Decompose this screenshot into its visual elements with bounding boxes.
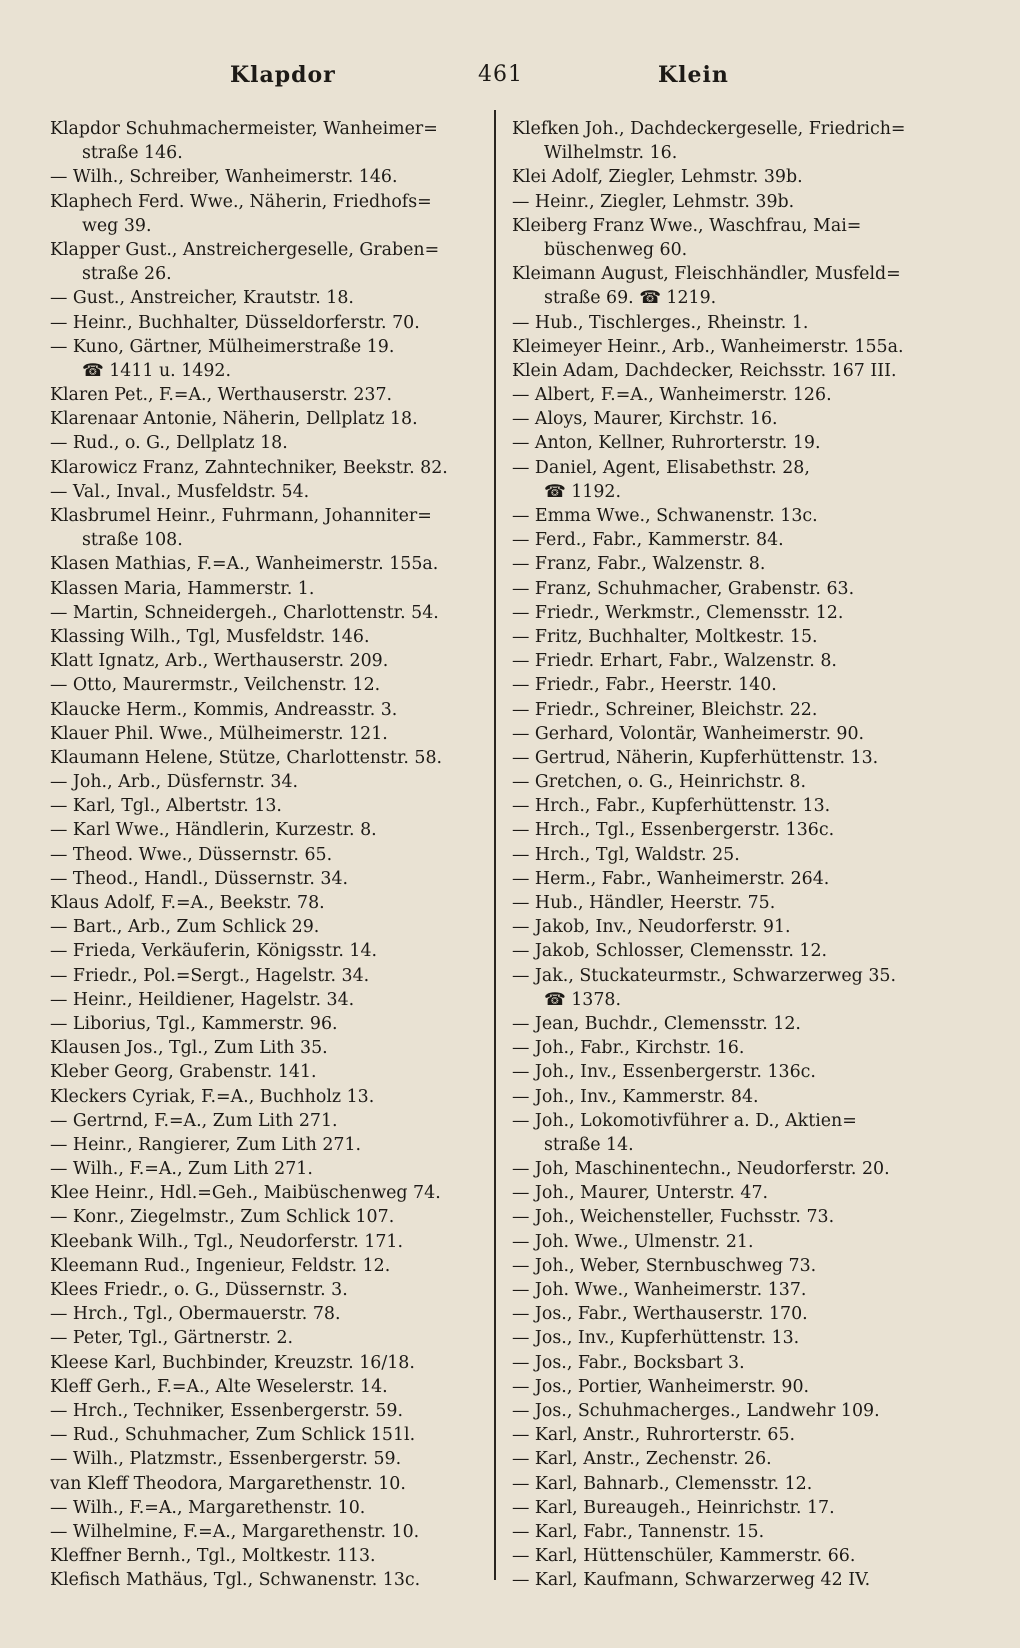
entry-continuation: ☎ 1192. [544,481,621,502]
directory-entry: Klapper Gust., Anstreichergeselle, Graben= [50,239,440,260]
directory-entry: — Peter, Tgl., Gärtnerstr. 2. [50,1328,294,1349]
directory-entry: — Bart., Arb., Zum Schlick 29. [50,917,320,938]
directory-entry: — Joh., Weichensteller, Fuchsstr. 73. [512,1207,835,1228]
directory-entry: — Gust., Anstreicher, Krautstr. 18. [50,288,354,309]
entry-continuation: ☎ 1411 u. 1492. [82,360,232,381]
directory-entry: — Jos., Portier, Wanheimerstr. 90. [512,1376,810,1397]
directory-entry: — Theod. Wwe., Düssernstr. 65. [50,844,333,865]
column-divider [494,110,496,1580]
directory-entry: — Gerhard, Volontär, Wanheimerstr. 90. [512,723,865,744]
directory-entry: — Karl, Bahnarb., Clemensstr. 12. [512,1473,813,1494]
directory-entry: — Joh. Wwe., Ulmenstr. 21. [512,1231,754,1252]
directory-entry: — Heinr., Rangierer, Zum Lith 271. [50,1134,362,1155]
directory-entry: Klee Heinr., Hdl.=Geh., Maibüschenweg 74. [50,1183,441,1204]
directory-entry: — Rud., o. G., Dellplatz 18. [50,433,288,454]
directory-entry: Klaucke Herm., Kommis, Andreasstr. 3. [50,699,398,720]
directory-entry: Kleebank Wilh., Tgl., Neudorferstr. 171. [50,1231,404,1252]
entry-continuation: ☎ 1378. [544,989,621,1010]
entry-continuation: straße 146. [82,143,183,164]
entry-continuation: büschenweg 60. [544,239,688,260]
directory-entry: — Anton, Kellner, Ruhrorterstr. 19. [512,433,821,454]
directory-entry: Klefisch Mathäus, Tgl., Schwanenstr. 13c. [50,1570,421,1591]
directory-entry: Kleimann August, Fleischhändler, Musfeld= [512,264,901,285]
directory-entry: — Otto, Maurermstr., Veilchenstr. 12. [50,675,381,696]
directory-entry: Kleber Georg, Grabenstr. 141. [50,1062,317,1083]
directory-entry: — Joh, Maschinentechn., Neudorferstr. 20. [512,1159,890,1180]
directory-entry: Klasbrumel Heinr., Fuhrmann, Johanniter= [50,506,432,526]
entry-continuation: weg 39. [82,215,152,236]
directory-entry: — Daniel, Agent, Elisabethstr. 28, [512,457,810,478]
right-column [512,117,964,1592]
directory-entry: Klassing Wilh., Tgl, Musfeldstr. 146. [50,626,370,647]
directory-entry: — Joh., Lokomotivführer a. D., Aktien= [512,1110,857,1131]
directory-entry: — Hub., Händler, Heerstr. 75. [512,893,776,913]
directory-entry: — Gretchen, o. G., Heinrichstr. 8. [512,772,806,793]
running-head-left: Klapdor [230,62,336,88]
directory-entry: — Hrch., Tgl., Obermauerstr. 78. [50,1304,341,1325]
directory-entry: — Hrch., Tgl, Waldstr. 25. [512,844,740,865]
directory-entry: — Wilhelmine, F.=A., Margarethenstr. 10. [50,1521,420,1542]
directory-entry: — Jos., Fabr., Werthauserstr. 170. [512,1304,808,1325]
directory-entry: Klei Adolf, Ziegler, Lehmstr. 39b. [512,167,803,188]
directory-entry: Kleiberg Franz Wwe., Waschfrau, Mai= [512,215,862,236]
directory-entry: Klefken Joh., Dachdeckergeselle, Friedrich= [512,119,906,139]
directory-entry: Klaus Adolf, F.=A., Beekstr. 78. [50,893,325,913]
directory-entry: Klausen Jos., Tgl., Zum Lith 35. [50,1038,328,1059]
directory-entry: Kleemann Rud., Ingenieur, Feldstr. 12. [50,1255,391,1276]
directory-entry: — Jos., Schuhmacherges., Landwehr 109. [512,1400,880,1421]
directory-entry: — Gertrnd, F.=A., Zum Lith 271. [50,1110,338,1131]
directory-entry: — Frieda, Verkäuferin, Königsstr. 14. [50,941,378,962]
directory-entry: Klees Friedr., o. G., Düssernstr. 3. [50,1280,348,1300]
directory-entry: — Friedr., Schreiner, Bleichstr. 22. [512,699,818,720]
directory-entry: — Karl, Tgl., Albertstr. 13. [50,796,282,817]
directory-entry: — Herm., Fabr., Wanheimerstr. 264. [512,868,830,889]
directory-entry: Klarowicz Franz, Zahntechniker, Beekstr. 82. [50,457,448,478]
directory-entry: — Aloys, Maurer, Kirchstr. 16. [512,409,778,430]
directory-entry: — Heinr., Heildiener, Hagelstr. 34. [50,989,355,1010]
directory-entry: — Jos., Fabr., Bocksbart 3. [512,1352,745,1373]
directory-entry: — Joh., Inv., Kammerstr. 84. [512,1086,759,1107]
directory-entry: Kleff Gerh., F.=A., Alte Weselerstr. 14. [50,1376,388,1397]
directory-entry: Klein Adam, Dachdecker, Reichsstr. 167 III. [512,360,897,381]
directory-entry: Kleimeyer Heinr., Arb., Wanheimerstr. 155a. [512,336,904,357]
directory-entry: — Friedr. Erhart, Fabr., Walzenstr. 8. [512,651,837,672]
directory-entry: — Emma Wwe., Schwanenstr. 13c. [512,506,818,526]
directory-entry: — Joh. Wwe., Wanheimerstr. 137. [512,1280,807,1300]
directory-entry: — Karl, Anstr., Ruhrorterstr. 65. [512,1425,796,1446]
directory-entry: — Wilh., Platzmstr., Essenbergerstr. 59. [50,1449,402,1470]
directory-entry: Kleckers Cyriak, F.=A., Buchholz 13. [50,1086,375,1107]
directory-entry: Kleffner Bernh., Tgl., Moltkestr. 113. [50,1546,376,1567]
directory-entry: — Karl, Bureaugeh., Heinrichstr. 17. [512,1497,835,1518]
directory-entry: — Wilh., F.=A., Zum Lith 271. [50,1159,313,1180]
directory-entry: — Karl, Fabr., Tannenstr. 15. [512,1521,765,1542]
directory-entry: — Friedr., Fabr., Heerstr. 140. [512,675,777,696]
directory-entry: — Val., Inval., Musfeldstr. 54. [50,481,310,502]
directory-entry: — Jos., Inv., Kupferhüttenstr. 13. [512,1328,800,1349]
directory-entry: — Joh., Inv., Essenbergerstr. 136c. [512,1062,816,1083]
directory-entry: — Martin, Schneidergeh., Charlottenstr. 54. [50,602,439,623]
directory-entry: Klaumann Helene, Stütze, Charlottenstr. 58. [50,747,443,768]
entry-continuation: straße 14. [544,1134,634,1155]
directory-entry: — Hrch., Techniker, Essenbergerstr. 59. [50,1400,403,1421]
directory-entry: — Wilh., Schreiber, Wanheimerstr. 146. [50,167,398,188]
directory-entry: — Ferd., Fabr., Kammerstr. 84. [512,530,784,551]
directory-entry: — Heinr., Ziegler, Lehmstr. 39b. [512,191,795,212]
directory-entry: — Joh., Maurer, Unterstr. 47. [512,1183,769,1204]
directory-entry: — Karl, Anstr., Zechenstr. 26. [512,1449,772,1470]
directory-entry: Klauer Phil. Wwe., Mülheimerstr. 121. [50,723,388,744]
directory-entry: — Joh., Fabr., Kirchstr. 16. [512,1038,745,1059]
directory-entry: — Jakob, Schlosser, Clemensstr. 12. [512,941,828,962]
page-number: 461 [478,62,523,87]
directory-entry: Klatt Ignatz, Arb., Werthauserstr. 209. [50,651,389,672]
directory-entry: — Friedr., Werkmstr., Clemensstr. 12. [512,602,844,623]
directory-entry: — Liborius, Tgl., Kammerstr. 96. [50,1013,338,1034]
directory-entry: — Hrch., Fabr., Kupferhüttenstr. 13. [512,796,831,817]
directory-entry: — Heinr., Buchhalter, Düsseldorferstr. 70. [50,312,420,333]
directory-entry: — Konr., Ziegelmstr., Zum Schlick 107. [50,1207,395,1228]
directory-entry: — Albert, F.=A., Wanheimerstr. 126. [512,385,832,406]
directory-entry: — Jakob, Inv., Neudorferstr. 91. [512,917,791,938]
directory-entry: van Kleff Theodora, Margarethenstr. 10. [50,1473,406,1494]
directory-entry: — Hrch., Tgl., Essenbergerstr. 136c. [512,820,835,841]
directory-entry: — Karl, Kaufmann, Schwarzerweg 42 IV. [512,1570,871,1591]
directory-entry: — Karl Wwe., Händlerin, Kurzestr. 8. [50,820,377,841]
directory-entry: Klaren Pet., F.=A., Werthauserstr. 237. [50,385,393,406]
directory-entry: — Theod., Handl., Düssernstr. 34. [50,868,349,889]
directory-entry: — Fritz, Buchhalter, Moltkestr. 15. [512,626,818,647]
directory-entry: — Wilh., F.=A., Margarethenstr. 10. [50,1497,366,1518]
entry-continuation: straße 69. ☎ 1219. [544,288,717,309]
directory-entry: Klasen Mathias, F.=A., Wanheimerstr. 155a. [50,554,439,575]
directory-entry: — Jak., Stuckateurmstr., Schwarzerweg 35. [512,965,896,986]
running-head-right: Klein [658,62,729,88]
directory-entry: — Rud., Schuhmacher, Zum Schlick 151l. [50,1425,416,1446]
directory-entry: — Friedr., Pol.=Sergt., Hagelstr. 34. [50,965,370,986]
directory-entry: — Joh., Weber, Sternbuschweg 73. [512,1255,817,1276]
entry-continuation: Wilhelmstr. 16. [544,143,678,164]
directory-entry: — Jean, Buchdr., Clemensstr. 12. [512,1013,801,1034]
directory-entry: Klassen Maria, Hammerstr. 1. [50,578,315,599]
directory-entry: — Kuno, Gärtner, Mülheimerstraße 19. [50,336,395,357]
directory-entry: — Gertrud, Näherin, Kupferhüttenstr. 13. [512,747,879,768]
directory-entry: Klapdor Schuhmachermeister, Wanheimer= [50,119,438,139]
directory-entry: Kleese Karl, Buchbinder, Kreuzstr. 16/18. [50,1352,415,1373]
directory-entry: Klaphech Ferd. Wwe., Näherin, Friedhofs= [50,191,432,212]
directory-entry: — Franz, Fabr., Walzenstr. 8. [512,554,766,575]
directory-entry: — Hub., Tischlerges., Rheinstr. 1. [512,312,809,333]
directory-entry: — Joh., Arb., Düsfernstr. 34. [50,772,299,793]
directory-entry: — Franz, Schuhmacher, Grabenstr. 63. [512,578,855,599]
directory-entry: Klarenaar Antonie, Näherin, Dellplatz 18. [50,409,418,430]
entry-continuation: straße 26. [82,264,172,285]
left-column [50,117,486,1592]
entry-continuation: straße 108. [82,530,183,551]
directory-entry: — Karl, Hüttenschüler, Kammerstr. 66. [512,1546,856,1567]
